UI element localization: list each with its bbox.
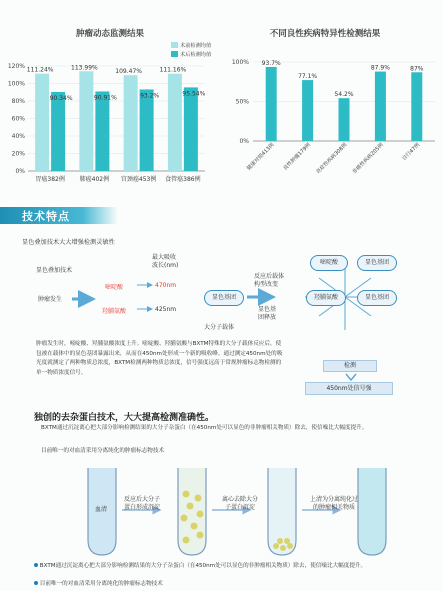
wavelength-header: 最大吸收 波长(nm): [152, 254, 179, 269]
step3-label: 上清为分离纯化过 的肿瘤相关物质: [310, 496, 359, 511]
chart2-svg: [215, 38, 443, 198]
bar: [168, 74, 182, 171]
section-subtitle: 显色叠加技术大大增强检测灵敏性: [22, 239, 115, 246]
right-oval-2: 显色基团: [357, 290, 397, 306]
data-label: 93.2%: [140, 92, 160, 100]
bar: [375, 72, 386, 141]
right-oval-1: 显色基团: [357, 255, 397, 271]
x-tick-label: 非癌性疾病205例: [351, 142, 385, 176]
x-tick-label: 良性肿瘤179例: [282, 142, 313, 172]
result-button: 450nm处信号强: [305, 382, 393, 395]
carrier-label: 大分子载体: [204, 324, 235, 331]
group-release-label: 显色基 团释放: [258, 306, 277, 321]
y-tick-label: 100%: [231, 59, 249, 66]
section2-title: 独创的去杂蛋白技术，大大提高检测准确性。: [34, 413, 215, 423]
x-tick-label: 肺癌402例: [79, 176, 110, 183]
data-label: 93.7%: [261, 59, 281, 67]
bottom-oval: 羟脯氨酸: [306, 290, 346, 306]
bullet-2: 目前唯一的对血清采用分离纯化的肿瘤标志物技术: [41, 448, 165, 454]
x-tick-label: 炎症性疾病308例: [315, 142, 349, 176]
y-tick-label: 40%: [11, 133, 25, 140]
step1-label: 反应后大分子 蛋白形成沉淀: [124, 496, 161, 511]
data-label: 111.16%: [159, 66, 187, 74]
data-label: 111.24%: [26, 66, 54, 74]
y-tick-label: 120%: [7, 63, 25, 70]
y-tick-label: 0%: [15, 168, 25, 175]
top-oval: 嘧啶酸: [310, 255, 348, 271]
tumor-label: 肿瘤发生: [38, 296, 63, 303]
step2-label: 离心去除大分 子蛋白沉淀: [222, 496, 259, 511]
data-label: 90.34%: [49, 94, 73, 102]
data-label: 95.54%: [182, 90, 206, 98]
wave-470: 470nm: [155, 282, 177, 289]
data-label: 113.99%: [71, 64, 98, 72]
x-tick-label: 食管癌386例: [165, 176, 201, 183]
bar: [266, 67, 277, 141]
chromophore-oval: 显色基团: [204, 290, 244, 306]
bar: [411, 72, 422, 141]
bullet-3-dot: [34, 563, 38, 567]
tech-label: 显色叠加技术: [36, 267, 73, 274]
bullet-4: [34, 580, 404, 590]
bar: [124, 75, 138, 171]
tube1-label: 血清: [95, 506, 108, 513]
mechanism-paragraph: 肿瘤发生时，嘧啶酸、羟脯氨酸浓度上升。嘧啶酸、羟脯氨酸与BXTM特殊的大分子载体反应后，使包被在载体中的显色基团暴露出来，从而在450nm处形成一个新的吸收峰。通过测定450nm处的吸光度就测定了两种物质总浓度，BXTM检测两种物质总浓度，信号强度远高于常规肿瘤标志物检测的单一物质浓度信号。: [36, 341, 283, 376]
down-arrow-icon: [345, 373, 357, 381]
bullet-4-text: 目前唯一的对血清采用分离纯化的肿瘤标志物技术: [39, 581, 163, 587]
bar: [51, 92, 65, 171]
y-tick-label: 100%: [7, 80, 25, 88]
legend-label: 术前检测均值: [180, 43, 212, 49]
section-title: 技术特点: [22, 210, 70, 223]
data-label: 87%: [410, 65, 424, 73]
detect-button: 检测: [323, 360, 377, 372]
x-tick-label: 自行47例: [401, 142, 422, 163]
bullet-4-dot: [34, 581, 38, 585]
data-label: 109.47%: [115, 68, 142, 76]
bar: [95, 91, 109, 171]
y-tick-label: 20%: [11, 150, 25, 158]
bar: [302, 80, 313, 141]
y-tick-label: 50%: [235, 98, 249, 106]
bullet-3: [34, 562, 404, 572]
legend-swatch: [171, 42, 178, 48]
bullet-1: BXTM通过沉淀离心把大部分影响检测结果的大分子杂蛋白（在450nm处可以显色的非肿瘤相关物质）除去，使信噪比大幅度提升。: [41, 425, 368, 431]
chart1-svg: [0, 38, 215, 198]
bullet-3-text: BXTM通过沉淀离心把大部分影响检测结果的大分子杂蛋白（在450nm处可以显色的非肿瘤相关物质）除去，使信噪比大幅度提升。: [39, 563, 367, 569]
chemical-1: 嘧啶酸: [105, 284, 124, 291]
y-tick-label: 80%: [11, 98, 25, 105]
data-label: 54.2%: [334, 91, 354, 99]
data-label: 87.9%: [370, 64, 390, 72]
bar: [184, 87, 198, 171]
legend-swatch: [171, 51, 178, 57]
section-banner: [0, 207, 118, 224]
legend-label: 术后检测均值: [180, 52, 212, 58]
y-tick-label: 60%: [11, 115, 25, 123]
bar: [140, 89, 154, 171]
reaction-label: 反应后载体 构型改变: [254, 273, 285, 288]
x-tick-label: 胃癌382例: [35, 176, 65, 183]
x-tick-label: 健康对照413例: [246, 142, 276, 172]
bar: [79, 71, 93, 171]
bar: [339, 98, 350, 141]
chart2-title: 不同良性疾病特异性检测结果: [269, 29, 381, 39]
y-tick-label: 0%: [239, 138, 249, 145]
wave-425: 425nm: [155, 306, 177, 313]
chemical-2: 羟脯氨酸: [102, 308, 127, 315]
bar: [35, 74, 49, 171]
x-tick-label: 宫颈癌453例: [120, 176, 157, 183]
data-label: 90.91%: [93, 94, 117, 102]
chart1-title: 肿瘤动态监测结果: [75, 29, 144, 39]
data-label: 77.1%: [298, 73, 318, 81]
